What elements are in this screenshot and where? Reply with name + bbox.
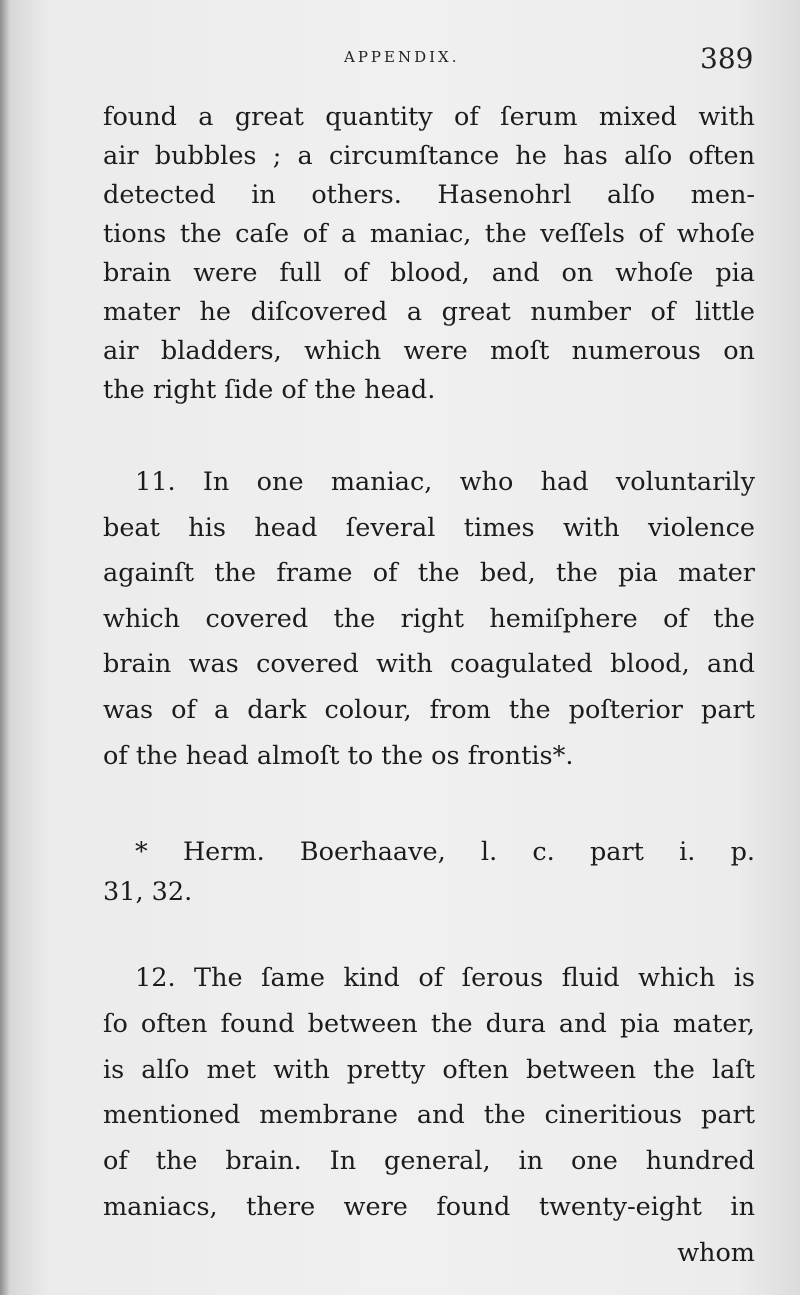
text-line: air bubbles ; a circumſtance he has alſo often	[103, 141, 755, 171]
footnote-line: 31, 32.	[103, 877, 193, 907]
text-line: is alſo met with pretty often between the laſt	[103, 1054, 755, 1085]
text-line: detected in others. Hasenohrl alſo men-	[103, 180, 755, 210]
text-line: mentioned membrane and the cineritious part	[103, 1100, 755, 1131]
text-line: againſt the frame of the bed, the pia mater	[103, 558, 755, 589]
paragraph-continuation	[103, 98, 755, 410]
text-line: ſo often found between the dura and pia mater,	[103, 1008, 755, 1039]
catchword: whom	[677, 1237, 755, 1268]
text-line: beat his head ſeveral times with violence	[103, 512, 755, 543]
text-line: 11. In one maniac, who had voluntarily	[135, 467, 755, 497]
text-line: brain were full of blood, and on whoſe pia	[103, 258, 755, 288]
page-number: 389	[700, 42, 754, 75]
text-line: tions the caſe of a maniac, the veſſels of whoſe	[103, 219, 755, 249]
footnote	[103, 832, 755, 912]
page-header	[0, 42, 800, 82]
paragraph-12	[103, 956, 755, 1277]
text-line: of the head almoſt to the os frontis*.	[103, 740, 574, 771]
page-gutter-shadow	[0, 0, 10, 1295]
text-line: which covered the right hemiſphere of the	[103, 603, 755, 634]
text-line: maniacs, there were found twenty-eight in	[103, 1191, 755, 1222]
text-line: brain was covered with coagulated blood, and	[103, 649, 755, 680]
footnote-line: * Herm. Boerhaave, l. c. part i. p.	[135, 837, 755, 867]
running-head: APPENDIX.	[344, 48, 460, 66]
text-line: air bladders, which were moſt numerous on	[103, 336, 755, 366]
paragraph-11	[103, 460, 755, 779]
text-line: was of a dark colour, from the poſterior part	[103, 694, 755, 725]
text-line: of the brain. In general, in one hundred	[103, 1146, 755, 1177]
text-line: found a great quantity of ſerum mixed with	[103, 102, 755, 132]
text-line: the right ſide of the head.	[103, 375, 436, 405]
text-line: mater he diſcovered a great number of little	[103, 297, 755, 327]
text-line: 12. The ſame kind of ſerous fluid which is	[135, 963, 755, 993]
